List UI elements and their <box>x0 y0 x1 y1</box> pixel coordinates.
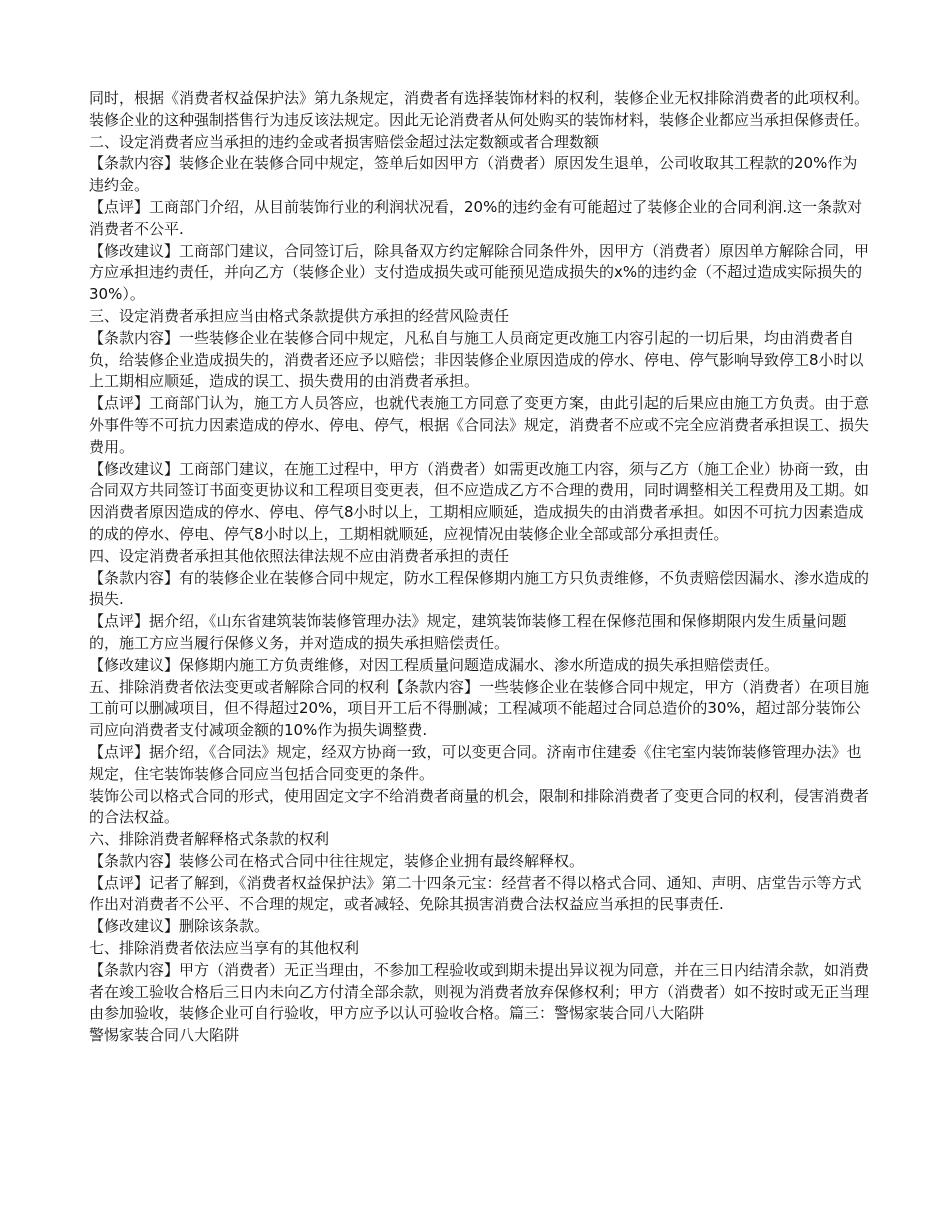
document-body <box>89 88 869 1047</box>
clause-suggestion: 【修改建议】工商部门建议，合同签订后，除具备双方约定解除合同条件外，因甲方（消费者）原因单方解除合同，甲方应承担违约责任，并向乙方（装修企业）支付造成损失或可能预见造成损失的x%的违约金（不超过造成实际损失的30%）。 <box>89 241 870 304</box>
section-heading-7: 七、排除消费者依法应当享有的其他权利 <box>89 939 360 958</box>
clause-suggestion: 【修改建议】删除该条款。 <box>89 917 270 936</box>
paragraph-material-rights: 同时，根据《消费者权益保护法》第九条规定，消费者有选择装饰材料的权利，装修企业无权排除消费者的此项权利。装修企业的这种强制搭售行为违反该法规定。因此无论消费者从何处购买的装饰材料，装修企业都应当承担保修责任。 <box>89 89 870 129</box>
section-heading-3: 三、设定消费者承担应当由格式条款提供方承担的经营风险责任 <box>89 306 510 325</box>
clause-comment: 【点评】工商部门认为，施工方人员答应，也就代表施工方同意了变更方案，由此引起的后果应由施工方负责。由于意外事件等不可抗力因素造成的停水、停电、停气，根据《合同法》规定，消费者不应或不完全应消费者承担误工、损失费用。 <box>89 394 870 456</box>
paragraph-format-contract: 装饰公司以格式合同的形式，使用固定文字不给消费者商量的机会，限制和排除消费者了变更合同的权利，侵害消费者的合法权益。 <box>89 786 870 827</box>
clause-suggestion: 【修改建议】保修期内施工方负责维修，对因工程质量问题造成漏水、渗水所造成的损失承担赔偿责任。 <box>89 655 780 674</box>
clause-comment: 【点评】工商部门介绍，从目前装饰行业的利润状况看，20%的违约金有可能超过了装修企业的合同利润.这一条款对消费者不公平. <box>89 197 863 238</box>
clause-comment: 【点评】据介绍，《山东省建筑装饰装修管理办法》规定，建筑装饰装修工程在保修范围和保修期限内发生质量问题的，施工方应当履行保修义务，并对造成的损失承担赔偿责任。 <box>89 612 847 652</box>
section-heading-5: 五、排除消费者依法变更或者解除合同的权利【条款内容】一些装修企业在装修合同中规定，甲方（消费者）在项目施工前可以删减项目，但不得超过20%，项目开工后不得删减；工程减项不能超过合同总造价的30%，超过部分装饰公司应向消费者支付减项金额的10%作为损失调整费. <box>89 677 870 740</box>
clause-content: 【条款内容】装修公司在格式合同中往往规定，装修企业拥有最终解释权。 <box>89 851 585 870</box>
clause-suggestion: 【修改建议】工商部门建议，在施工过程中，甲方（消费者）如需更改施工内容，须与乙方（施工企业）协商一致，由合同双方共同签订书面变更协议和工程项目变更表，但不应造成乙方不合理的费用，同时调整相关工程费用及工期。如因消费者原因造成的停水、停电、停气8小时以上，工期相应顺延，造成损失的由消费者承担。如因不可抗力因素造成的成的停水、停电、停气8小时以上，工期相就顺延，应视情况由装修企业全部或部分承担责任。 <box>89 459 870 543</box>
clause-content: 【条款内容】有的装修企业在装修合同中规定，防水工程保修期内施工方只负责维修，不负责赔偿因漏水、渗水造成的损失. <box>89 568 870 609</box>
section-heading-2: 二、设定消费者应当承担的违约金或者损害赔偿金超过法定数额或者合理数额 <box>89 132 600 151</box>
chapter-title: 警惕家装合同八大陷阱 <box>89 1026 240 1045</box>
section-heading-6: 六、排除消费者解释格式条款的权利 <box>89 830 330 849</box>
clause-comment: 【点评】据介绍，《合同法》规定，经双方协商一致，可以变更合同。济南市住建委《住宅室内装饰装修管理办法》也规定，住宅装饰装修合同应当包括合同变更的条件。 <box>89 742 862 783</box>
clause-content: 【条款内容】一些装修企业在装修合同中规定，凡私自与施工人员商定更改施工内容引起的一切后果，均由消费者自负，给装修企业造成损失的，消费者还应予以赔偿；非因装修企业原因造成的停水、停电、停气影响导致停工8小时以上工期相应顺延，造成的误工、损失费用的由消费者承担。 <box>89 328 864 391</box>
clause-content: 【条款内容】装修企业在装修合同中规定，签单后如因甲方（消费者）原因发生退单，公司收取其工程款的20%作为违约金。 <box>89 154 858 195</box>
clause-content: 【条款内容】甲方（消费者）无正当理由，不参加工程验收或到期未提出异议视为同意，并在三日内结清余款，如消费者在竣工验收合格后三日内未向乙方付清全部余款，则视为消费者放弃保修权利；甲方（消费者）如不按时或无正当理由参加验收，装修企业可自行验收，甲方应予以认可验收合格。篇三：警惕家装合同八大陷阱 <box>89 960 870 1023</box>
section-heading-4: 四、设定消费者承担其他依照法律法规不应由消费者承担的责任 <box>89 546 510 565</box>
clause-comment: 【点评】记者了解到，《消费者权益保护法》第二十四条元宝：经营者不得以格式合同、通知、声明、店堂告示等方式作出对消费者不公平、不合理的规定，或者减轻、免除其损害消费合法权益应当承担的民事责任. <box>89 873 862 914</box>
